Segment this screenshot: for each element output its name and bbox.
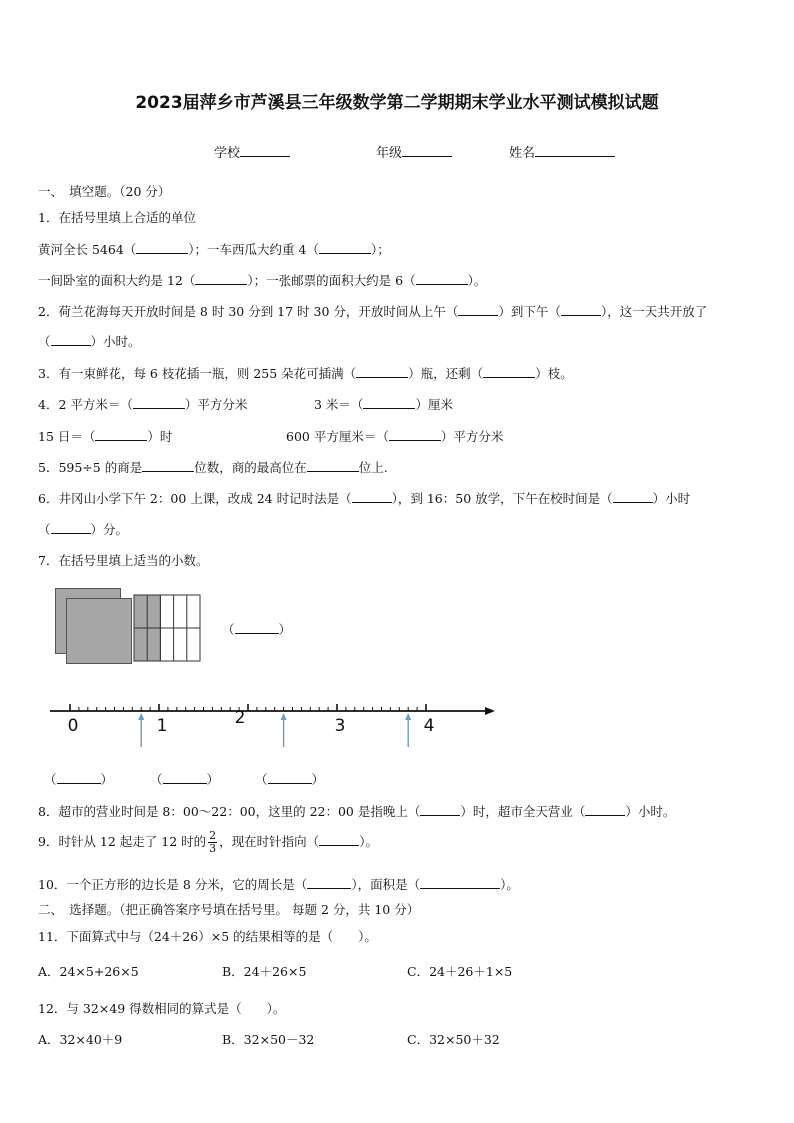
name-blank[interactable] — [535, 144, 615, 157]
q10-text: 10．一个正方形的边长是 8 分米，它的周长是（ — [38, 877, 308, 892]
answer-blank[interactable] — [389, 428, 441, 441]
grade-blank[interactable] — [402, 144, 452, 157]
q9-text: ，现在时针指向（ — [219, 834, 320, 849]
q12-option-b[interactable]: B．32×50－32 — [222, 1032, 315, 1047]
answer-blank[interactable] — [136, 241, 188, 254]
q9-line — [38, 830, 378, 855]
section1-heading: 一、 填空题。（20 分） — [38, 184, 171, 199]
q3-text: ）枝。 — [535, 366, 573, 381]
q7-answer-2 — [44, 770, 113, 788]
q12-option-c[interactable]: C．32×50＋32 — [407, 1032, 500, 1047]
q1-text: ）。 — [467, 273, 487, 288]
q7-heading: 7．在括号里填上适当的小数。 — [38, 553, 209, 568]
q1-heading: 1．在括号里填上合适的单位 — [38, 210, 196, 225]
tick-label: 2 — [234, 708, 246, 728]
q11-option-b[interactable]: B．24＋26×5 — [222, 964, 307, 979]
tick-label: 1 — [156, 716, 168, 736]
q1-text: ）； — [370, 242, 390, 257]
answer-blank[interactable] — [420, 803, 460, 816]
q6-text: ）分。 — [90, 522, 129, 537]
school-blank[interactable] — [240, 144, 290, 157]
q1-line2 — [38, 271, 486, 289]
answer-blank[interactable] — [195, 272, 247, 285]
answer-blank[interactable] — [133, 396, 185, 409]
answer-blank[interactable] — [163, 771, 207, 784]
q5-text: 位数，商的最高位在 — [194, 460, 307, 475]
q1-line1 — [38, 240, 390, 258]
q1-text: ）；一张邮票的面积大约是 6（ — [247, 273, 416, 288]
answer-blank[interactable] — [352, 490, 392, 503]
number-line — [40, 690, 510, 755]
q7-answer-3 — [150, 770, 219, 788]
q4-text: 15 日＝（ — [38, 429, 96, 444]
q6-line2 — [38, 520, 128, 538]
q8-text: 8．超市的营业时间是 8：00～22：00，这里的 22：00 是指晚上（ — [38, 804, 421, 819]
q8-text: ）时，超市全天营业（ — [460, 804, 586, 819]
answer-blank[interactable] — [307, 876, 351, 889]
q6-text: 6．井冈山小学下午 2：00 上课，改成 24 时记时法是（ — [38, 491, 352, 506]
q6-text: ），到 16：50 放学，下午在校时间是（ — [391, 491, 613, 506]
fraction-numerator: 2 — [209, 829, 217, 842]
q2-text: ）到下午（ — [498, 304, 561, 319]
tick-label: 3 — [334, 716, 346, 736]
q6-text: （ — [38, 522, 51, 537]
q4-text: ）时 — [147, 429, 173, 444]
q7-answer-1 — [222, 620, 291, 638]
grade-field — [376, 142, 452, 161]
q7-answer-4 — [255, 770, 324, 788]
fraction-denominator: 3 — [209, 842, 217, 855]
paren-close: ） — [278, 622, 292, 637]
paren-open: （ — [44, 772, 57, 787]
arrow-up-icon — [405, 713, 411, 720]
q9-text: ）。 — [359, 834, 378, 849]
q1-text: 黄河全长 5464（ — [38, 242, 137, 257]
paren-close: ） — [206, 772, 220, 787]
answer-blank[interactable] — [95, 428, 147, 441]
answer-blank[interactable] — [235, 621, 279, 634]
q3-text: 3．有一束鲜花，每 6 枝花插一瓶，则 255 朵花可插满（ — [38, 366, 357, 381]
fraction — [208, 830, 217, 855]
q4-line2a — [38, 427, 172, 445]
q8-text: ）小时。 — [625, 804, 676, 819]
paren-open: （ — [255, 772, 268, 787]
q11-stem: 11．下面算式中与（24＋26）×5 的结果相等的是（ ）。 — [38, 929, 377, 944]
q4-text: ）厘米 — [415, 397, 453, 412]
q6-line1 — [38, 489, 690, 507]
paren-close: ） — [100, 772, 114, 787]
q12-option-a[interactable]: A．32×40＋9 — [38, 1032, 123, 1047]
tick-label: 4 — [423, 716, 435, 736]
q11-option-c[interactable]: C．24＋26＋1×5 — [407, 964, 513, 979]
answer-blank[interactable] — [268, 771, 312, 784]
q1-text: 一间卧室的面积大约是 12（ — [38, 273, 196, 288]
q4-text: ）平方分米 — [440, 429, 504, 444]
q4-text: ）平方分米 — [184, 397, 248, 412]
q6-text: ）小时 — [652, 491, 691, 506]
answer-blank[interactable] — [319, 833, 359, 846]
answer-blank[interactable] — [561, 303, 601, 316]
q4-line2b — [286, 427, 503, 445]
q2-text: 2．荷兰花海每天开放时间是 8 时 30 分到 17 时 30 分，开放时间从上午（ — [38, 304, 459, 319]
answer-blank[interactable] — [613, 490, 653, 503]
answer-blank[interactable] — [416, 272, 468, 285]
q10-line — [38, 875, 519, 893]
q4-line1a — [38, 395, 247, 413]
q8-line — [38, 802, 675, 820]
q2-line1 — [38, 302, 707, 320]
grid-square-front — [66, 598, 132, 664]
q3-text: ）瓶，还剩（ — [408, 366, 484, 381]
arrow-up-icon — [281, 713, 287, 720]
exam-title: 2023届萍乡市芦溪县三年级数学第二学期期末学业水平测试模拟试题 — [135, 93, 659, 113]
arrow-head-icon — [485, 707, 495, 715]
answer-blank[interactable] — [420, 876, 500, 889]
q9-text: 9．时针从 12 起走了 12 时的 — [38, 834, 207, 849]
answer-blank[interactable] — [51, 521, 91, 534]
q11-option-a[interactable]: A．24×5+26×5 — [38, 964, 139, 979]
paren-close: ） — [311, 772, 325, 787]
q2-text: ），这一天共开放了 — [600, 304, 708, 319]
name-label: 姓名 — [509, 146, 536, 161]
answer-blank[interactable] — [142, 459, 194, 472]
q4-text: 4．2 平方米＝（ — [38, 397, 133, 412]
answer-blank[interactable] — [51, 333, 91, 346]
paren-open: （ — [222, 622, 235, 637]
q2-text: （ — [38, 334, 51, 349]
q2-text: ）小时。 — [90, 334, 141, 349]
answer-blank[interactable] — [356, 365, 408, 378]
section2-heading: 二、 选择题。（把正确答案序号填在括号里。 每题 2 分，共 10 分） — [38, 902, 420, 917]
school-field — [214, 142, 290, 161]
grade-label: 年级 — [376, 146, 403, 161]
answer-blank[interactable] — [307, 459, 359, 472]
q10-text: ）。 — [500, 877, 519, 892]
answer-blank[interactable] — [458, 303, 498, 316]
q2-line2 — [38, 332, 141, 350]
q5-line — [38, 458, 388, 476]
answer-blank[interactable] — [57, 771, 101, 784]
q12-stem: 12．与 32×49 得数相同的算式是（ ）。 — [38, 1001, 286, 1016]
answer-blank[interactable] — [363, 396, 415, 409]
q4-text: 3 米＝（ — [314, 397, 364, 412]
q3-line — [38, 364, 573, 382]
answer-blank[interactable] — [585, 803, 625, 816]
q4-line1b — [314, 395, 453, 413]
q10-text: ），面积是（ — [351, 877, 421, 892]
q5-text: 位上. — [358, 460, 388, 475]
school-label: 学校 — [214, 146, 241, 161]
tenths-grid — [133, 594, 203, 664]
answer-blank[interactable] — [483, 365, 535, 378]
q1-text: ）；一车西瓜大约重 4（ — [188, 242, 319, 257]
tick-label: 0 — [67, 716, 79, 736]
name-field — [509, 142, 615, 161]
paren-open: （ — [150, 772, 163, 787]
arrow-up-icon — [138, 713, 144, 720]
q4-text: 600 平方厘米＝（ — [286, 429, 389, 444]
answer-blank[interactable] — [319, 241, 371, 254]
q5-text: 5．595÷5 的商是 — [38, 460, 143, 475]
